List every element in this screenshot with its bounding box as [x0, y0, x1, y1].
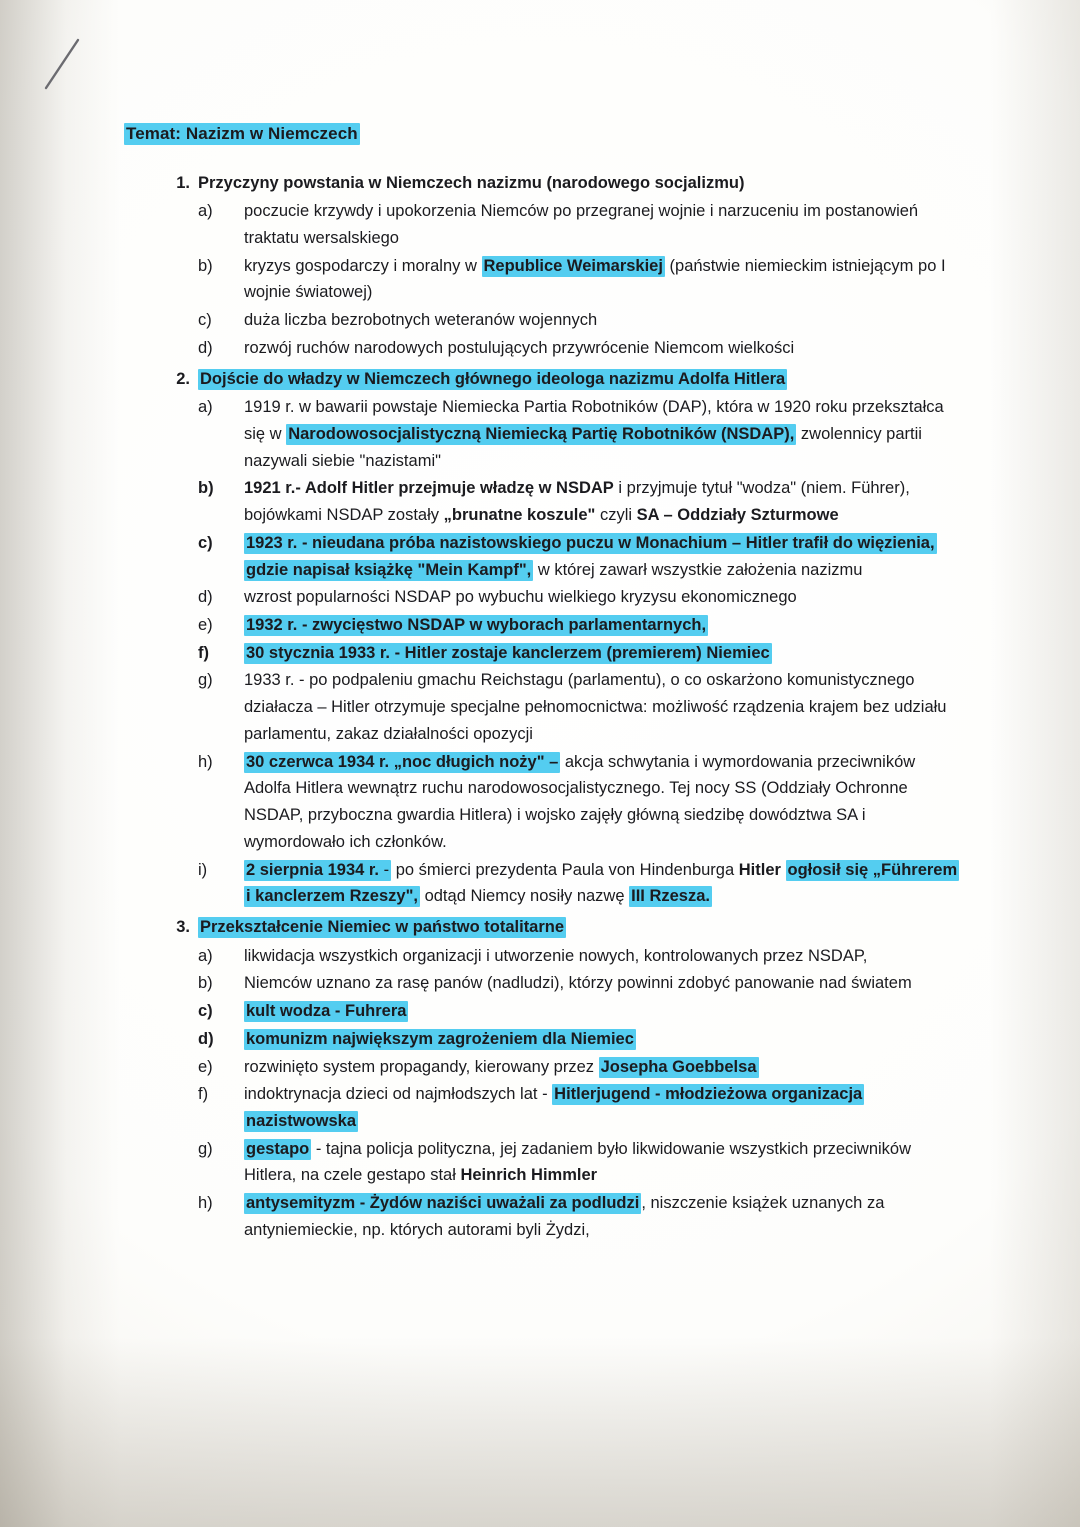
item-text: likwidacja wszystkich organizacji i utworzenie nowych, kontrolowanych przez NSDAP,	[244, 946, 868, 965]
list-item	[198, 749, 960, 856]
list-item	[198, 667, 960, 747]
list-item	[198, 857, 960, 910]
item-label: d)	[198, 338, 213, 357]
item-text: kryzys gospodarczy i moralny w Republice Weimarskiej (państwie niemieckim istniejącym po I wojnie światowej)	[244, 256, 946, 302]
list-item	[198, 640, 960, 667]
list-item	[198, 335, 960, 362]
item-label: g)	[198, 671, 213, 690]
page-title	[124, 120, 960, 148]
item-text: rozwinięto system propagandy, kierowany przez Josepha Goebbelsa	[244, 1057, 757, 1076]
item-label: d)	[198, 588, 213, 607]
item-text: gestapo - tajna policja polityczna, jej zadaniem było likwidowanie wszystkich przeciwników Hitlera, na czele gestapo stał Heinrich Himmler	[244, 1139, 912, 1185]
item-label: b)	[198, 256, 213, 275]
list-item	[198, 253, 960, 306]
list-item	[198, 198, 960, 251]
list-item	[198, 1190, 960, 1243]
page-title-text: Temat: Nazizm w Niemczech	[126, 124, 358, 143]
item-text: antysemityzm - Żydów naziści uważali za podludzi , niszczenie książek uznanych za antyniemieckie, np. których autorami byli Żydzi,	[244, 1194, 885, 1239]
item-label: f)	[198, 1085, 209, 1104]
notes-body	[120, 120, 960, 1248]
list-item	[198, 1136, 960, 1189]
section-1-number: 1.	[176, 173, 190, 192]
item-label: a)	[198, 398, 213, 417]
item-label: f)	[198, 643, 209, 662]
outline-list	[120, 170, 960, 1244]
item-label: c)	[198, 533, 213, 552]
pen-stroke-mark	[44, 38, 84, 90]
list-item	[198, 970, 960, 997]
page-bottom-shadow	[0, 1337, 1080, 1527]
item-text: 30 czerwca 1934 r. „noc długich noży" – akcja schwytania i wymordowania przeciwników Adolfa Hitlera wewnątrz ruchu narodowosocjalistycznego. Tej nocy SS (Oddziały Ochronne NSDAP, przyboczna gwardia Hitlera) i wojsko zajęły główną siedzibę dowództwa SA i wymordowało ich członków.	[244, 752, 916, 851]
list-item	[198, 1026, 960, 1053]
item-text: 2 sierpnia 1934 r. - po śmierci prezydenta Paula von Hindenburga Hitler ogłosił się „Führerem i kanclerzem Rzeszy", odtąd Niemcy nosiły nazwę III Rzesza.	[246, 860, 958, 906]
section-3-heading: Przekształcenie Niemiec w państwo totalitarne	[200, 917, 565, 936]
item-text: 1919 r. w bawarii powstaje Niemiecka Partia Robotników (DAP), która w 1920 roku przekształca się w Narodowosocjalistyczną Niemiecką Partię Robotników (NSDAP), zwolennicy partii nazywali siebie "nazistami"	[244, 398, 944, 470]
item-label: c)	[198, 311, 212, 330]
item-text: poczucie krzywdy i upokorzenia Niemców po przegranej wojnie i narzuceniu im postanowień traktatu wersalskiego	[244, 202, 919, 247]
item-text: komunizm największym zagrożeniem dla Niemiec	[246, 1029, 634, 1048]
item-label: a)	[198, 202, 213, 221]
item-text: 1933 r. - po podpaleniu gmachu Reichstagu (parlamentu), o co oskarżono komunistycznego działacza – Hitler otrzymuje specjalne pełnomocnictwa: możliwość rządzenia krajem bez udziału parlamentu, zakaz działalności opozycji	[244, 671, 947, 743]
list-item	[198, 530, 960, 583]
item-text: duża liczba bezrobotnych weteranów wojennych	[244, 311, 598, 330]
item-label: b)	[198, 974, 213, 993]
item-label: e)	[198, 616, 213, 635]
list-item	[198, 612, 960, 639]
item-text: indoktrynacja dzieci od najmłodszych lat - Hitlerjugend - młodzieżowa organizacja nazistwowska	[244, 1085, 863, 1130]
list-item	[198, 394, 960, 474]
item-label: i)	[198, 860, 208, 879]
section-2-heading: Dojście do władzy w Niemczech głównego ideologa nazizmu Adolfa Hitlera	[200, 369, 786, 388]
list-item	[198, 1081, 960, 1134]
item-text: 1932 r. - zwycięstwo NSDAP w wyborach parlamentarnych,	[246, 616, 707, 635]
item-label: d)	[198, 1029, 214, 1048]
list-item	[198, 584, 960, 611]
list-item	[198, 1054, 960, 1081]
section-1	[120, 170, 960, 362]
item-text: 1921 r.- Adolf Hitler przejmuje władzę w NSDAP i przyjmuje tytuł "wodza" (niem. Führer), bojówkami NSDAP zostały „brunatne koszule" czyli SA – Oddziały Szturmowe	[244, 479, 910, 525]
section-1-heading: Przyczyny powstania w Niemczech nazizmu (narodowego socjalizmu)	[198, 173, 745, 192]
list-item	[198, 943, 960, 970]
list-item	[198, 307, 960, 334]
item-label: a)	[198, 946, 213, 965]
item-label: e)	[198, 1057, 213, 1076]
section-2	[120, 366, 960, 910]
section-3-items	[198, 943, 960, 1244]
list-item	[198, 998, 960, 1025]
item-text: rozwój ruchów narodowych postulujących przywrócenie Niemcom wielkości	[244, 338, 795, 357]
list-item	[198, 475, 960, 528]
item-label: g)	[198, 1139, 213, 1158]
item-text: 1923 r. - nieudana próba nazistowskiego puczu w Monachium – Hitler trafił do więzienia, gdzie napisał książkę "Mein Kampf", w której zawarł wszystkie założenia nazizmu	[246, 533, 935, 579]
section-3	[120, 914, 960, 1244]
item-text: wzrost popularności NSDAP po wybuchu wielkiego kryzysu ekonomicznego	[244, 588, 797, 607]
item-text: 30 stycznia 1933 r. - Hitler zostaje kanclerzem (premierem) Niemiec	[246, 643, 770, 662]
item-label: c)	[198, 1002, 213, 1021]
item-label: b)	[198, 479, 214, 498]
section-1-items	[198, 198, 960, 361]
section-3-number: 3.	[176, 917, 190, 936]
item-text: Niemców uznano za rasę panów (nadludzi), którzy powinni zdobyć panowanie nad światem	[244, 974, 912, 993]
item-label: h)	[198, 752, 213, 771]
section-2-items	[198, 394, 960, 910]
item-text: kult wodza - Fuhrera	[246, 1002, 407, 1021]
section-2-number: 2.	[176, 369, 190, 388]
item-label: h)	[198, 1194, 213, 1213]
